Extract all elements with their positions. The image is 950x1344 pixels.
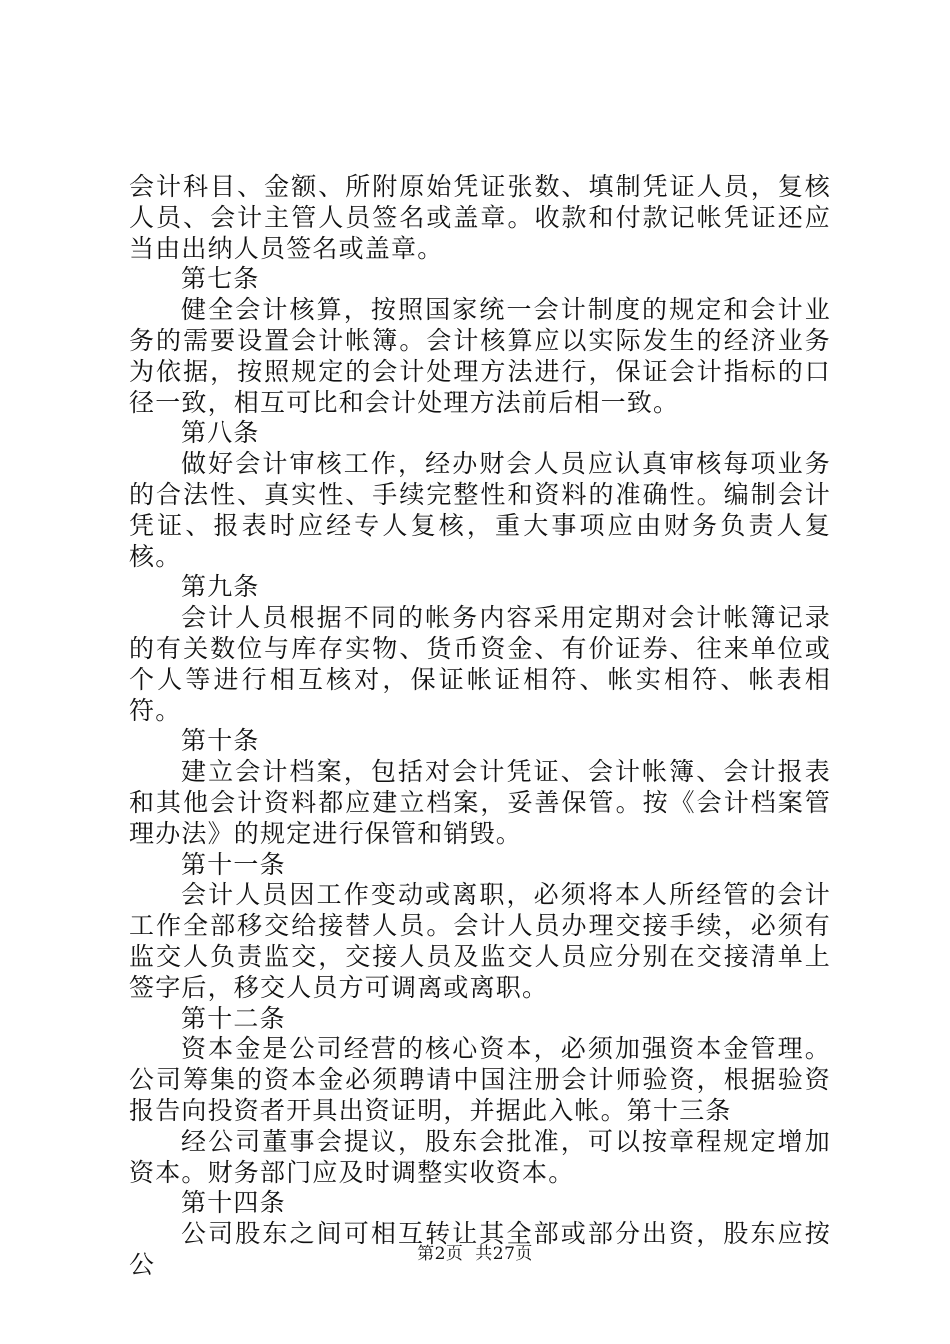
article-heading: 第八条	[181, 418, 260, 448]
article-heading: 第十四条	[181, 1188, 286, 1218]
paragraph: 健全会计核算，按照国家统一会计制度的规定和会计业务的需要设置会计帐簿。会计核算应以实际发生的经济业务为依据，按照规定的会计处理方法进行，保证会计指标的口径一致，相互可比和会计处理方法前后相一致。	[129, 295, 831, 417]
document-body	[129, 172, 831, 1281]
paragraph: 建立会计档案，包括对会计凭证、会计帐簿、会计报表和其他会计资料都应建立档案，妥善保管。按《会计档案管理办法》的规定进行保管和销毁。	[129, 757, 831, 848]
footer-separator	[463, 1244, 475, 1264]
page-number: 第2页	[417, 1244, 464, 1264]
paragraph: 会计人员根据不同的帐务内容采用定期对会计帐簿记录的有关数位与库存实物、货币资金、有价证券、往来单位或个人等进行相互核对，保证帐证相符、帐实相符、帐表相符。	[129, 603, 831, 725]
article-heading: 第七条	[181, 264, 260, 294]
article-heading: 第十一条	[181, 849, 286, 879]
paragraph: 公司股东之间可相互转让其全部或部分出资，股东应按公	[129, 1219, 831, 1279]
paragraph: 会计人员因工作变动或离职，必须将本人所经管的会计工作全部移交给接替人员。会计人员办理交接手续，必须有监交人负责监交，交接人员及监交人员应分别在交接清单上签字后，移交人员方可调离或离职。	[129, 880, 831, 1002]
total-pages: 共27页	[475, 1244, 533, 1264]
article-heading: 第九条	[181, 572, 260, 602]
paragraph: 经公司董事会提议，股东会批准，可以按章程规定增加资本。财务部门应及时调整实收资本。	[129, 1126, 831, 1187]
article-heading: 第十二条	[181, 1003, 286, 1033]
paragraph: 资本金是公司经营的核心资本，必须加强资本金管理。公司筹集的资本金必须聘请中国注册会计师验资，根据验资报告向投资者开具出资证明，并据此入帐。第十三条	[129, 1034, 831, 1125]
paragraph: 做好会计审核工作，经办财会人员应认真审核每项业务的合法性、真实性、手续完整性和资料的准确性。编制会计凭证、报表时应经专人复核，重大事项应由财务负责人复核。	[129, 449, 831, 571]
paragraph: 会计科目、金额、所附原始凭证张数、填制凭证人员，复核人员、会计主管人员签名或盖章。收款和付款记帐凭证还应当由出纳人员签名或盖章。	[129, 172, 831, 263]
article-heading: 第十条	[181, 726, 260, 756]
page-footer	[0, 1243, 950, 1265]
